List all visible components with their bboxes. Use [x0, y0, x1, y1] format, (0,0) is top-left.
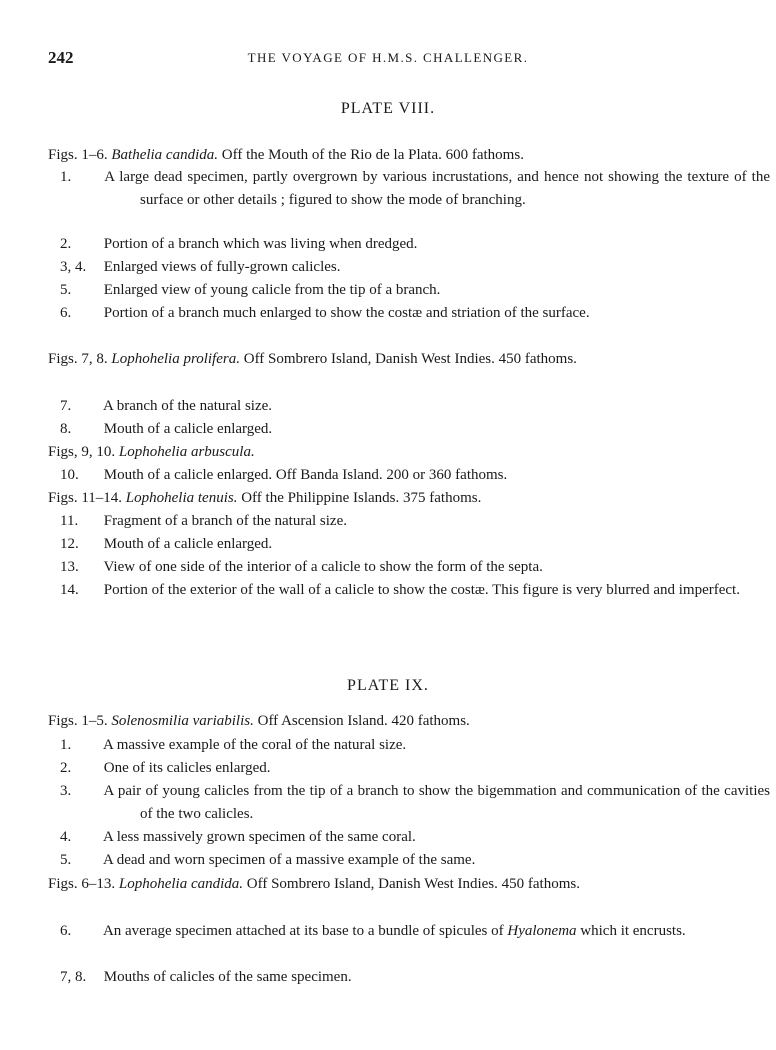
- figure-caption: 2. One of its calicles enlarged.: [60, 760, 271, 776]
- caption-text-before: An average specimen attached at its base to a bundle of spicules of: [102, 923, 508, 939]
- locality: Off Sombrero Island, Danish West Indies. 450 fathoms.: [246, 876, 580, 892]
- page-number: 242: [48, 48, 74, 67]
- caption-text: A massive example of the coral of the natural size.: [102, 737, 407, 753]
- caption-text: A large dead specimen, partly overgrown by various incrustations, and hence not showing the texture of the surface or other details ; figured to show the mode of branching.: [104, 169, 770, 208]
- species-name: Lophohelia candida.: [118, 876, 244, 892]
- figure-group-heading: [48, 348, 776, 371]
- plate-title: PLATE VIII.: [340, 100, 436, 117]
- caption-text: Portion of a branch much enlarged to show the costæ and striation of the surface.: [103, 305, 590, 321]
- species-name: Bathelia candida.: [111, 147, 219, 163]
- caption-text: Mouth of a calicle enlarged. Off Banda Island. 200 or 360 fathoms.: [103, 467, 508, 483]
- caption-text: Portion of a branch which was living when dredged.: [103, 236, 418, 252]
- figure-range: Figs. 1–5.: [48, 713, 108, 729]
- caption-text: [103, 923, 686, 939]
- figure-caption: 4. A less massively grown specimen of the same coral.: [60, 829, 416, 845]
- figure-caption: 2. Portion of a branch which was living when dredged.: [60, 236, 418, 252]
- caption-text: Enlarged views of fully-grown calicles.: [103, 259, 341, 275]
- figure-range: Figs, 9, 10.: [48, 444, 116, 460]
- caption-text: One of its calicles enlarged.: [103, 760, 271, 776]
- figure-range: Figs. 1–6.: [48, 147, 108, 163]
- caption-text: A dead and worn specimen of a massive example of the same.: [102, 852, 476, 868]
- figure-caption: 6. Portion of a branch much enlarged to show the costæ and striation of the surface.: [60, 305, 590, 321]
- figure-group-heading: [48, 710, 776, 733]
- figure-caption: 11. Fragment of a branch of the natural size.: [60, 513, 347, 529]
- figure-group-heading: [48, 441, 776, 464]
- figure-caption: 3, 4. Enlarged views of fully-grown calicles.: [60, 259, 341, 275]
- caption-text: Mouth of a calicle enlarged.: [103, 536, 273, 552]
- figure-caption: 5. A dead and worn specimen of a massive example of the same.: [60, 852, 476, 868]
- species-name: Solenosmilia variabilis.: [111, 713, 254, 729]
- figure-caption: 10. Mouth of a calicle enlarged. Off Banda Island. 200 or 360 fathoms.: [60, 467, 508, 483]
- caption-text: Portion of the exterior of the wall of a calicle to show the costæ. This figure is very blurred and imperfect.: [103, 582, 740, 598]
- figure-caption: 13. View of one side of the interior of a calicle to show the form of the septa.: [60, 559, 543, 575]
- caption-text: Fragment of a branch of the natural size.: [103, 513, 347, 529]
- figure-group-heading: [48, 873, 776, 896]
- figure-caption: 1. A massive example of the coral of the natural size.: [60, 737, 407, 753]
- figure-caption: 5. Enlarged view of young calicle from the tip of a branch.: [60, 282, 441, 298]
- figure-range: Figs. 11–14.: [48, 490, 123, 506]
- locality: Off Sombrero Island, Danish West Indies. 450 fathoms.: [243, 351, 577, 367]
- plate-title: PLATE IX.: [347, 677, 429, 694]
- running-head: THE VOYAGE OF H.M.S. CHALLENGER.: [247, 50, 529, 65]
- species-name: Lophohelia tenuis.: [125, 490, 238, 506]
- genus-italic: Hyalonema: [507, 923, 577, 939]
- figure-caption: 8. Mouth of a calicle enlarged.: [60, 421, 273, 437]
- caption-text: A pair of young calicles from the tip of a branch to show the bigemmation and communication of the cavities of the two calicles.: [103, 783, 770, 822]
- caption-text: Mouths of calicles of the same specimen.: [103, 969, 352, 985]
- figure-caption: 12. Mouth of a calicle enlarged.: [60, 536, 273, 552]
- figure-caption: 7, 8. Mouths of calicles of the same specimen.: [60, 969, 352, 985]
- figure-group-heading: [48, 144, 776, 167]
- locality: Off the Mouth of the Rio de la Plata. 600 fathoms.: [221, 147, 524, 163]
- figure-caption: 7. A branch of the natural size.: [60, 398, 273, 414]
- figure-range: Figs. 7, 8.: [48, 351, 108, 367]
- figure-group-heading: [48, 487, 776, 510]
- locality: Off the Philippine Islands. 375 fathoms.: [241, 490, 482, 506]
- locality: Off Ascension Island. 420 fathoms.: [257, 713, 470, 729]
- caption-text: A branch of the natural size.: [102, 398, 273, 414]
- figure-caption: 3. A pair of young calicles from the tip of a branch to show the bigemmation and communication of the cavities of the two calicles.: [60, 783, 770, 822]
- caption-text: Mouth of a calicle enlarged.: [103, 421, 273, 437]
- figure-range: Figs. 6–13.: [48, 876, 116, 892]
- species-name: Lophohelia arbuscula.: [118, 444, 255, 460]
- species-name: Lophohelia prolifera.: [111, 351, 240, 367]
- figure-caption: 1. A large dead specimen, partly overgrown by various incrustations, and hence not showing the texture of the surface or other details ; figured to show the mode of branching.: [60, 169, 770, 208]
- caption-text: A less massively grown specimen of the same coral.: [102, 829, 416, 845]
- caption-text: View of one side of the interior of a calicle to show the form of the septa.: [103, 559, 543, 575]
- caption-text-after: which it encrusts.: [576, 923, 686, 939]
- caption-text: Enlarged view of young calicle from the tip of a branch.: [103, 282, 441, 298]
- figure-caption: 6. An average specimen attached at its base to a bundle of spicules of Hyalonema which it encrusts.: [60, 923, 686, 939]
- figure-caption: 14. Portion of the exterior of the wall of a calicle to show the costæ. This figure is very blurred and imperfect.: [60, 582, 740, 598]
